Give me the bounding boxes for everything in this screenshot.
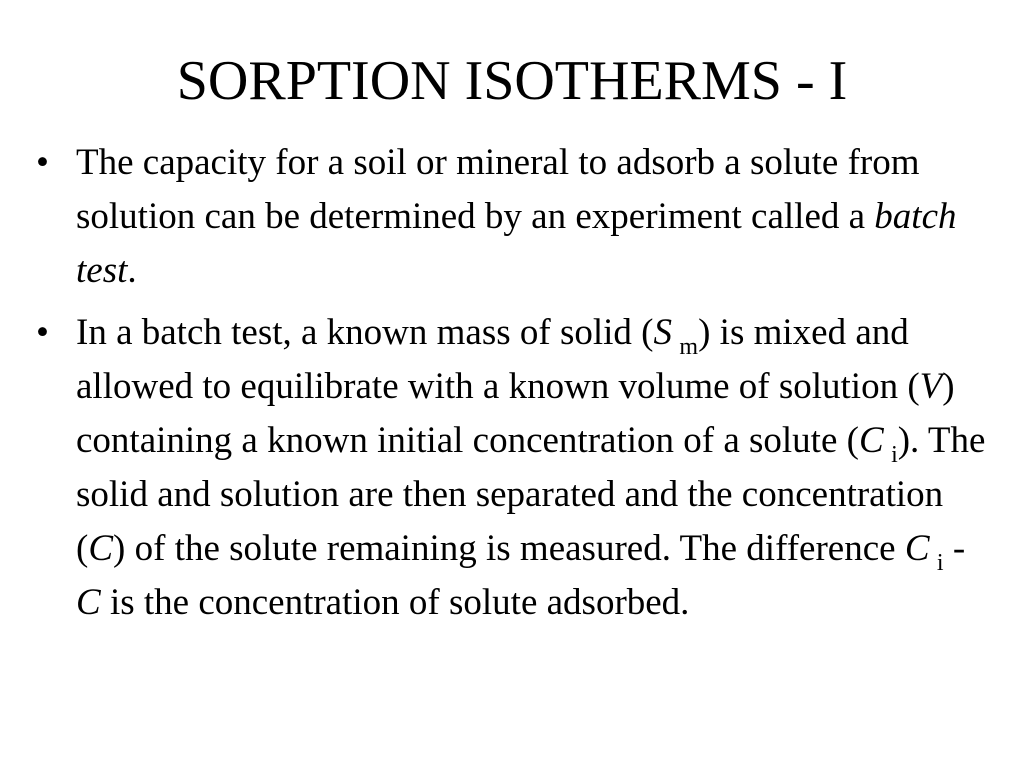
symbol-C: C [88, 528, 114, 569]
batch-test-emphasis: batch test [76, 196, 957, 291]
symbol-C-initial: C [904, 528, 930, 569]
bullet-item-batch-test-intro [36, 136, 996, 298]
bullet-dot-icon: • [36, 142, 49, 183]
bullet2-text-part1: In a batch test, a known mass of solid ( [76, 312, 654, 353]
bullet-dot-icon: • [36, 312, 49, 353]
subscript-i: i [936, 550, 944, 576]
bullet-item-batch-test-procedure [36, 306, 996, 630]
bullet-list [36, 136, 996, 638]
bullet2-text-part4: ). The solid and solution are then separated and the concentration ( [76, 420, 986, 569]
symbol-C: C [76, 582, 101, 623]
bullet1-period: . [127, 250, 137, 291]
bullet2-text-part2: ) is mixed and allowed to equilibrate with a known volume of solution ( [76, 312, 920, 407]
minus-sign: - [943, 528, 966, 569]
symbol-V: V [919, 366, 943, 407]
bullet2-text-part7: is the concentration of solute adsorbed. [100, 582, 690, 623]
bullet1-text: The capacity for a soil or mineral to adsorb a solute from solution can be determined by an experiment called a [76, 142, 920, 237]
subscript-i: i [891, 442, 898, 468]
bullet2-text-part3: ) containing a known initial concentration of a solute ( [76, 366, 955, 461]
slide-title: SORPTION ISOTHERMS - I [176, 50, 848, 112]
symbol-C-initial: C [858, 420, 884, 461]
bullet2-text-part5: ) of the solute remaining is measured. The difference [113, 528, 905, 569]
subscript-m: m [679, 334, 699, 360]
symbol-S: S [653, 312, 672, 353]
